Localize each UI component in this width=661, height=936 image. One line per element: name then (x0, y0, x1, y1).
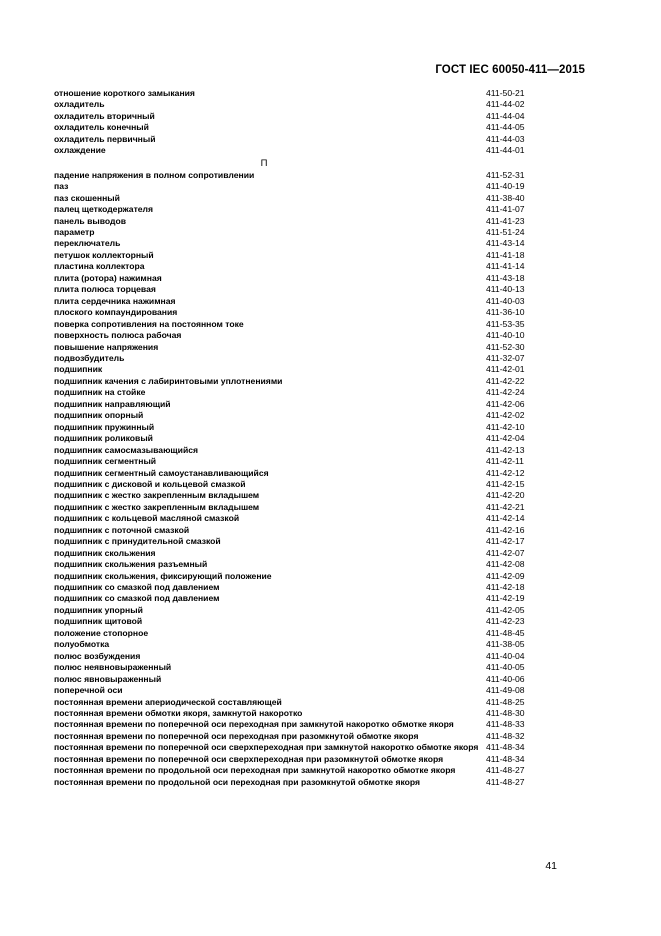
index-term: подшипник на стойке (54, 387, 146, 398)
index-code: 411-51-24 (486, 226, 525, 237)
index-term: подшипник с дисковой и кольцевой смазкой (54, 478, 246, 489)
index-term: подшипник скольжения, фиксирующий положение (54, 570, 272, 581)
index-term: подшипник скольжения разъемный (54, 559, 208, 570)
index-term: паз скошенный (54, 192, 120, 203)
index-term: постоянная времени по поперечной оси переходная при замкнутой накоротко обмотке якоря (54, 719, 454, 730)
index-row (54, 319, 539, 330)
index-row (54, 134, 539, 145)
index-term: полюс явновыраженный (54, 673, 162, 684)
index-term: поперечной оси (54, 685, 123, 696)
index-row (54, 170, 539, 181)
index-code: 411-42-18 (486, 582, 525, 593)
index-term: охлаждение (54, 145, 106, 156)
index-code: 411-40-06 (486, 673, 525, 684)
index-row (54, 593, 539, 604)
index-row (54, 719, 539, 730)
index-code: 411-42-16 (486, 524, 525, 535)
index-code: 411-44-02 (486, 99, 525, 110)
index-row (54, 422, 539, 433)
index-letter-heading: П (260, 157, 268, 169)
index-code: 411-52-31 (486, 169, 525, 180)
index-term: подшипник сегментный (54, 456, 157, 467)
index-row (54, 777, 539, 788)
index-code: 411-42-10 (486, 421, 525, 432)
index-code: 411-48-34 (486, 742, 525, 753)
index-code: 411-42-24 (486, 387, 525, 398)
page-number: 41 (545, 860, 557, 872)
index-term: плита (ротора) нажимная (54, 272, 162, 283)
index-term: плита сердечника нажимная (54, 295, 176, 306)
index-term: подшипник упорный (54, 604, 143, 615)
index-code: 411-36-10 (486, 307, 525, 318)
index-code: 411-42-05 (486, 604, 525, 615)
index-code: 411-42-02 (486, 410, 525, 421)
index-term: подвозбудитель (54, 352, 125, 363)
index-code: 411-38-05 (486, 639, 525, 650)
index-term: подшипник направляющий (54, 398, 171, 409)
index-code: 411-44-05 (486, 122, 525, 133)
index-code: 411-40-13 (486, 284, 525, 295)
index-code: 411-53-35 (486, 318, 525, 329)
index-term: постоянная времени апериодической составляющей (54, 696, 282, 707)
index-code: 411-44-03 (486, 133, 525, 144)
index-row (54, 582, 539, 593)
index-row (54, 674, 539, 685)
index-row (54, 342, 539, 353)
index-term: постоянная времени обмотки якоря, замкнутой накоротко (54, 708, 303, 719)
index-code: 411-44-01 (486, 145, 525, 156)
index-row (54, 525, 539, 536)
index-row (54, 181, 539, 192)
index-row (54, 559, 539, 570)
index-term: подшипник с кольцевой масляной смазкой (54, 513, 240, 524)
index-code: 411-42-09 (486, 570, 525, 581)
index-row (54, 513, 539, 524)
index-row (54, 628, 539, 639)
index-term: постоянная времени по поперечной оси сверхпереходная при замкнутой накоротко обмотке якоря (54, 742, 479, 753)
index-row (54, 111, 539, 122)
index-row (54, 616, 539, 627)
index-term: подшипник скольжения (54, 547, 156, 558)
index-code: 411-40-19 (486, 181, 525, 192)
index-term: паз (54, 181, 69, 192)
index-row (54, 296, 539, 307)
index-code: 411-48-34 (486, 753, 525, 764)
index-term: положение стопорное (54, 627, 149, 638)
index-term: подшипник (54, 364, 103, 375)
index-term: подшипник с жестко закрепленным вкладышем (54, 501, 260, 512)
index-row (54, 708, 539, 719)
index-code: 411-42-19 (486, 593, 525, 604)
index-row (54, 490, 539, 501)
index-term: подшипник щитовой (54, 616, 143, 627)
index-term: подшипник самосмазывающийся (54, 444, 199, 455)
index-row (54, 410, 539, 421)
index-code: 411-43-14 (486, 238, 525, 249)
index-row (54, 250, 539, 261)
index-code: 411-41-23 (486, 215, 525, 226)
index-code: 411-49-08 (486, 685, 525, 696)
index-term: полюс неявновыраженный (54, 662, 172, 673)
index-row (54, 364, 539, 375)
index-row (54, 639, 539, 650)
index-code: 411-48-25 (486, 696, 525, 707)
index-code: 411-50-21 (486, 88, 525, 98)
index-code: 411-40-04 (486, 650, 525, 661)
index-row (54, 330, 539, 341)
index-term: охладитель (54, 99, 105, 110)
index-code: 411-52-30 (486, 341, 525, 352)
index-code: 411-48-27 (486, 776, 525, 787)
index-row (54, 261, 539, 272)
index-row (54, 548, 539, 559)
index-row (54, 399, 539, 410)
index-term: пластина коллектора (54, 261, 145, 272)
index-term: полуобмотка (54, 639, 110, 650)
index-code: 411-42-21 (486, 501, 525, 512)
index-code: 411-41-07 (486, 204, 525, 215)
index-row (54, 754, 539, 765)
index-term: подшипник с жестко закрепленным вкладышем (54, 490, 260, 501)
index-row (54, 502, 539, 513)
index-row (54, 662, 539, 673)
index-row (54, 284, 539, 295)
index-term: подшипник опорный (54, 410, 144, 421)
index-code: 411-40-10 (486, 330, 525, 341)
index-code: 411-42-13 (486, 444, 525, 455)
index-term: постоянная времени по поперечной оси сверхпереходная при разомкнутой обмотке якоря (54, 753, 444, 764)
index-code: 411-42-23 (486, 616, 525, 627)
index-term: повышение напряжения (54, 341, 159, 352)
index-row (54, 571, 539, 582)
index-code: 411-40-03 (486, 295, 525, 306)
index-code: 411-42-04 (486, 433, 525, 444)
index-row (54, 456, 539, 467)
index-code: 411-42-11 (486, 456, 524, 467)
index-term: охладитель вторичный (54, 110, 155, 121)
index-code: 411-41-18 (486, 249, 525, 260)
index-row (54, 433, 539, 444)
index-term: подшипник со смазкой под давлением (54, 593, 220, 604)
index-code: 411-42-15 (486, 478, 525, 489)
index-row (54, 145, 539, 156)
index-row (54, 216, 539, 227)
index-row (54, 204, 539, 215)
index-row (54, 651, 539, 662)
index-term: постоянная времени по поперечной оси переходная при разомкнутой обмотке якоря (54, 730, 419, 741)
index-row (54, 479, 539, 490)
index-code: 411-38-40 (486, 192, 525, 203)
index-row (54, 731, 539, 742)
index-term: постоянная времени по продольной оси переходная при замкнутой накоротко обмотке якоря (54, 765, 456, 776)
index-row (54, 227, 539, 238)
index-term: охладитель конечный (54, 122, 149, 133)
index-code: 411-44-04 (486, 110, 525, 121)
term-index (54, 88, 539, 788)
index-term: подшипник пружинный (54, 421, 155, 432)
index-term: подшипник с поточной смазкой (54, 524, 190, 535)
index-term: плоского компаундирования (54, 307, 178, 318)
index-term: палец щеткодержателя (54, 204, 154, 215)
index-term: переключатель (54, 238, 121, 249)
index-code: 411-48-32 (486, 730, 525, 741)
index-code: 411-42-07 (486, 547, 525, 558)
index-row (54, 273, 539, 284)
index-code: 411-42-01 (486, 364, 525, 375)
index-code: 411-32-07 (486, 352, 525, 363)
index-term: полюс возбуждения (54, 650, 141, 661)
document-header: ГОСТ IEC 60050-411—2015 (435, 64, 585, 76)
index-term: отношение короткого замыкания (54, 88, 195, 98)
index-term: охладитель первичный (54, 133, 156, 144)
index-row (54, 742, 539, 753)
index-code: 411-42-17 (486, 536, 525, 547)
index-term: падение напряжения в полном сопротивлении (54, 169, 255, 180)
index-code: 411-42-14 (486, 513, 525, 524)
index-row (54, 765, 539, 776)
index-term: подшипник роликовый (54, 433, 153, 444)
index-term: подшипник качения с лабиринтовыми уплотнениями (54, 375, 283, 386)
index-row (54, 99, 539, 110)
index-code: 411-48-27 (486, 765, 525, 776)
index-term: постоянная времени по продольной оси переходная при разомкнутой обмотке якоря (54, 776, 421, 787)
index-term: подшипник с принудительной смазкой (54, 536, 221, 547)
index-row (54, 468, 539, 479)
index-code: 411-41-14 (486, 261, 525, 272)
index-code: 411-43-18 (486, 272, 525, 283)
index-row (54, 445, 539, 456)
index-row (54, 122, 539, 133)
index-term: плита полюса торцевая (54, 284, 156, 295)
index-term: параметр (54, 226, 95, 237)
index-term: подшипник со смазкой под давлением (54, 582, 220, 593)
index-row (54, 307, 539, 318)
index-row (54, 387, 539, 398)
index-code: 411-48-45 (486, 627, 525, 638)
index-code: 411-42-20 (486, 490, 525, 501)
index-row (54, 536, 539, 547)
index-term: поверка сопротивления на постоянном токе (54, 318, 244, 329)
index-row (54, 376, 539, 387)
index-row (54, 697, 539, 708)
index-row (54, 605, 539, 616)
index-row (54, 193, 539, 204)
index-code: 411-42-22 (486, 375, 525, 386)
index-code: 411-48-33 (486, 719, 525, 730)
index-row (54, 353, 539, 364)
index-code: 411-48-30 (486, 708, 525, 719)
index-code: 411-40-05 (486, 662, 525, 673)
index-code: 411-42-12 (486, 467, 525, 478)
index-term: панель выводов (54, 215, 126, 226)
index-row (54, 685, 539, 696)
index-term: поверхность полюса рабочая (54, 330, 182, 341)
index-row (54, 88, 539, 99)
index-code: 411-42-06 (486, 398, 525, 409)
index-term: петушок коллекторный (54, 249, 154, 260)
index-row (54, 238, 539, 249)
index-term: подшипник сегментный самоустанавливающийся (54, 467, 269, 478)
index-code: 411-42-08 (486, 559, 525, 570)
